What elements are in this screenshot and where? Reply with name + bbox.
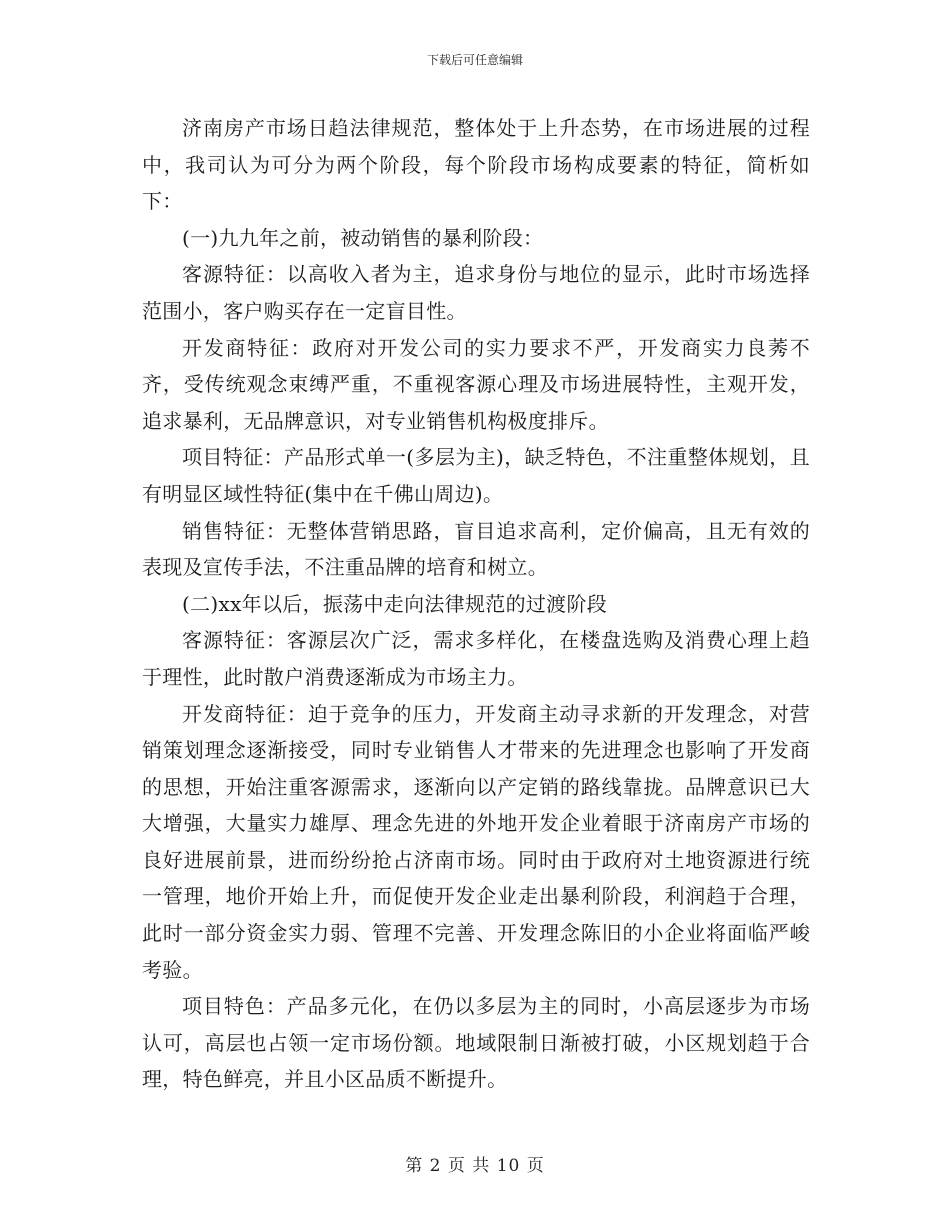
paragraph-client-features-2: 客源特征：客源层次广泛，需求多样化，在楼盘选购及消费心理上趋于理性，此时散户消费逐渐成为市场主力。: [142, 628, 810, 689]
paragraph-client-features-1: 客源特征：以高收入者为主，追求身份与地位的显示，此时市场选择范围小，客户购买存在一定盲目性。: [142, 262, 810, 323]
page-header-note: 下载后可任意编辑: [426, 53, 523, 67]
paragraph-sales-features-1: 销售特征：无整体营销思路，盲目追求高利，定价偏高，且无有效的表现及宣传手法，不注重品牌的培育和树立。: [142, 518, 810, 580]
page-number-footer: 第 2 页 共 10 页: [405, 1156, 545, 1176]
paragraph-project-features-1: 项目特征：产品形式单一(多层为主)，缺乏特色，不注重整体规划，且有明显区域性特征(集中在千佛山周边)。: [142, 445, 810, 506]
paragraph-developer-features-1: 开发商特征：政府对开发公司的实力要求不严，开发商实力良莠不齐，受传统观念束缚严重，不重视客源心理及市场进展特性，主观开发，追求暴利，无品牌意识，对专业销售机构极度排斥。: [142, 335, 810, 433]
paragraph-intro: 济南房产市场日趋法律规范，整体处于上升态势，在市场进展的过程中，我司认为可分为两个阶段，每个阶段市场构成要素的特征，简析如下：: [142, 116, 810, 214]
paragraph-developer-features-2: 开发商特征：迫于竞争的压力，开发商主动寻求新的开发理念，对营销策划理念逐渐接受，同时专业销售人才带来的先进理念也影响了开发商的思想，开始注重客源需求，逐渐向以产定销的路线靠拢。品牌意识已大大增强，大量实力雄厚、理念先进的外地开发企业着眼于济南房产市场的良好进展前景，进而纷纷抢占济南市场。同时由于政府对土地资源进行统一管理，地价开始上升，而促使开发企业走出暴利阶段，利润趋于合理，此时一部分资金实力弱、管理不完善、开发理念陈旧的小企业将面临严峻考验。: [142, 701, 810, 982]
section-heading-phase-two: (二)xx年以后，振荡中走向法律规范的过渡阶段: [182, 591, 608, 616]
section-heading-phase-one: (一)九九年之前，被动销售的暴利阶段：: [182, 225, 544, 250]
paragraph-project-features-2: 项目特色：产品多元化，在仍以多层为主的同时，小高层逐步为市场认可，高层也占领一定市场份额。地域限制日渐被打破，小区规划趋于合理，特色鲜亮，并且小区品质不断提升。: [142, 994, 810, 1092]
document-body: [142, 110, 810, 1098]
